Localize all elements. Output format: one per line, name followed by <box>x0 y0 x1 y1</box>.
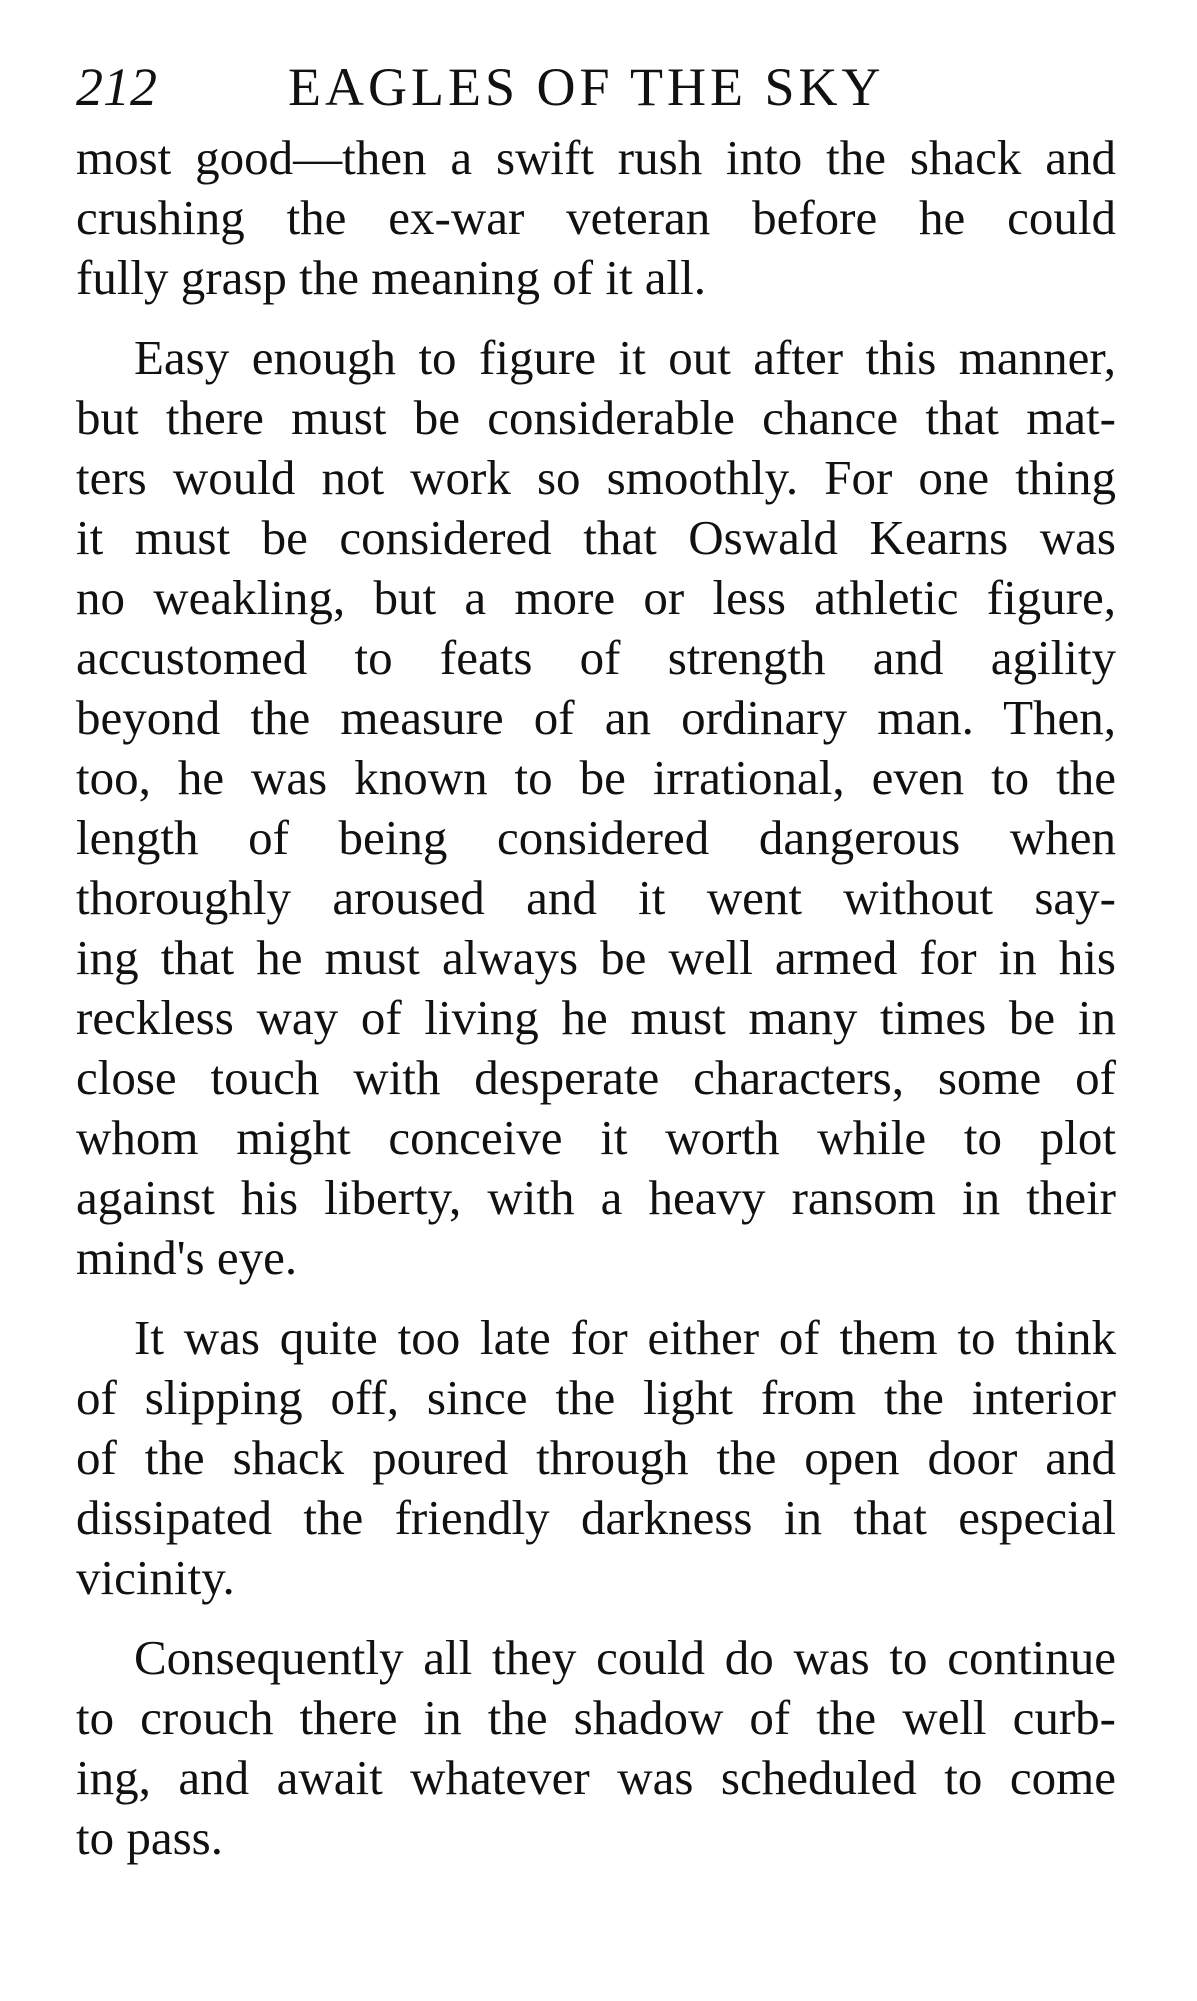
paragraph <box>76 1628 1116 1868</box>
paragraph-gap <box>76 1608 1116 1628</box>
text-line: vicinity. <box>76 1550 235 1605</box>
text-line: but there must be considerable chance that mat- <box>76 390 1116 445</box>
text-line: dissipated the friendly darkness in that especial <box>76 1490 1116 1545</box>
paragraph-gap <box>76 308 1116 328</box>
text-line: ters would not work so smoothly. For one thing <box>76 450 1116 505</box>
text-line: accustomed to feats of strength and agility <box>76 630 1116 685</box>
text-line: to crouch there in the shadow of the well curb- <box>76 1690 1116 1745</box>
text-line: ing, and await whatever was scheduled to come <box>76 1750 1116 1805</box>
page-body <box>76 128 1116 1868</box>
text-line: crushing the ex-war veteran before he could <box>76 190 1116 245</box>
text-line: Consequently all they could do was to continue <box>134 1630 1116 1685</box>
text-line: Easy enough to figure it out after this manner, <box>134 330 1116 385</box>
paragraph <box>76 328 1116 1288</box>
running-title: EAGLES OF THE SKY <box>288 57 885 117</box>
text-line: no weakling, but a more or less athletic figure, <box>76 570 1116 625</box>
text-line: to pass. <box>76 1810 223 1865</box>
text-line: most good—then a swift rush into the shack and <box>76 130 1116 185</box>
paragraph <box>76 128 1116 308</box>
text-line: ing that he must always be well armed for in his <box>76 930 1116 985</box>
text-line: too, he was known to be irrational, even to the <box>76 750 1116 805</box>
paragraph-gap <box>76 1288 1116 1308</box>
text-line: it must be considered that Oswald Kearns was <box>76 510 1116 565</box>
text-line: fully grasp the meaning of it all. <box>76 250 707 305</box>
text-line: of the shack poured through the open door and <box>76 1430 1116 1485</box>
text-line: whom might conceive it worth while to plot <box>76 1110 1116 1165</box>
text-line: beyond the measure of an ordinary man. Then, <box>76 690 1116 745</box>
text-line: reckless way of living he must many times be in <box>76 990 1116 1045</box>
text-line: length of being considered dangerous when <box>76 810 1116 865</box>
running-head <box>76 52 1116 122</box>
page-number: 212 <box>76 57 157 117</box>
text-line: close touch with desperate characters, some of <box>76 1050 1116 1105</box>
text-line: of slipping off, since the light from the interior <box>76 1370 1116 1425</box>
text-line: mind's eye. <box>76 1230 298 1285</box>
text-line: thoroughly aroused and it went without say- <box>76 870 1116 925</box>
text-line: against his liberty, with a heavy ransom in their <box>76 1170 1116 1225</box>
paragraph <box>76 1308 1116 1608</box>
text-line: It was quite too late for either of them to think <box>134 1310 1116 1365</box>
